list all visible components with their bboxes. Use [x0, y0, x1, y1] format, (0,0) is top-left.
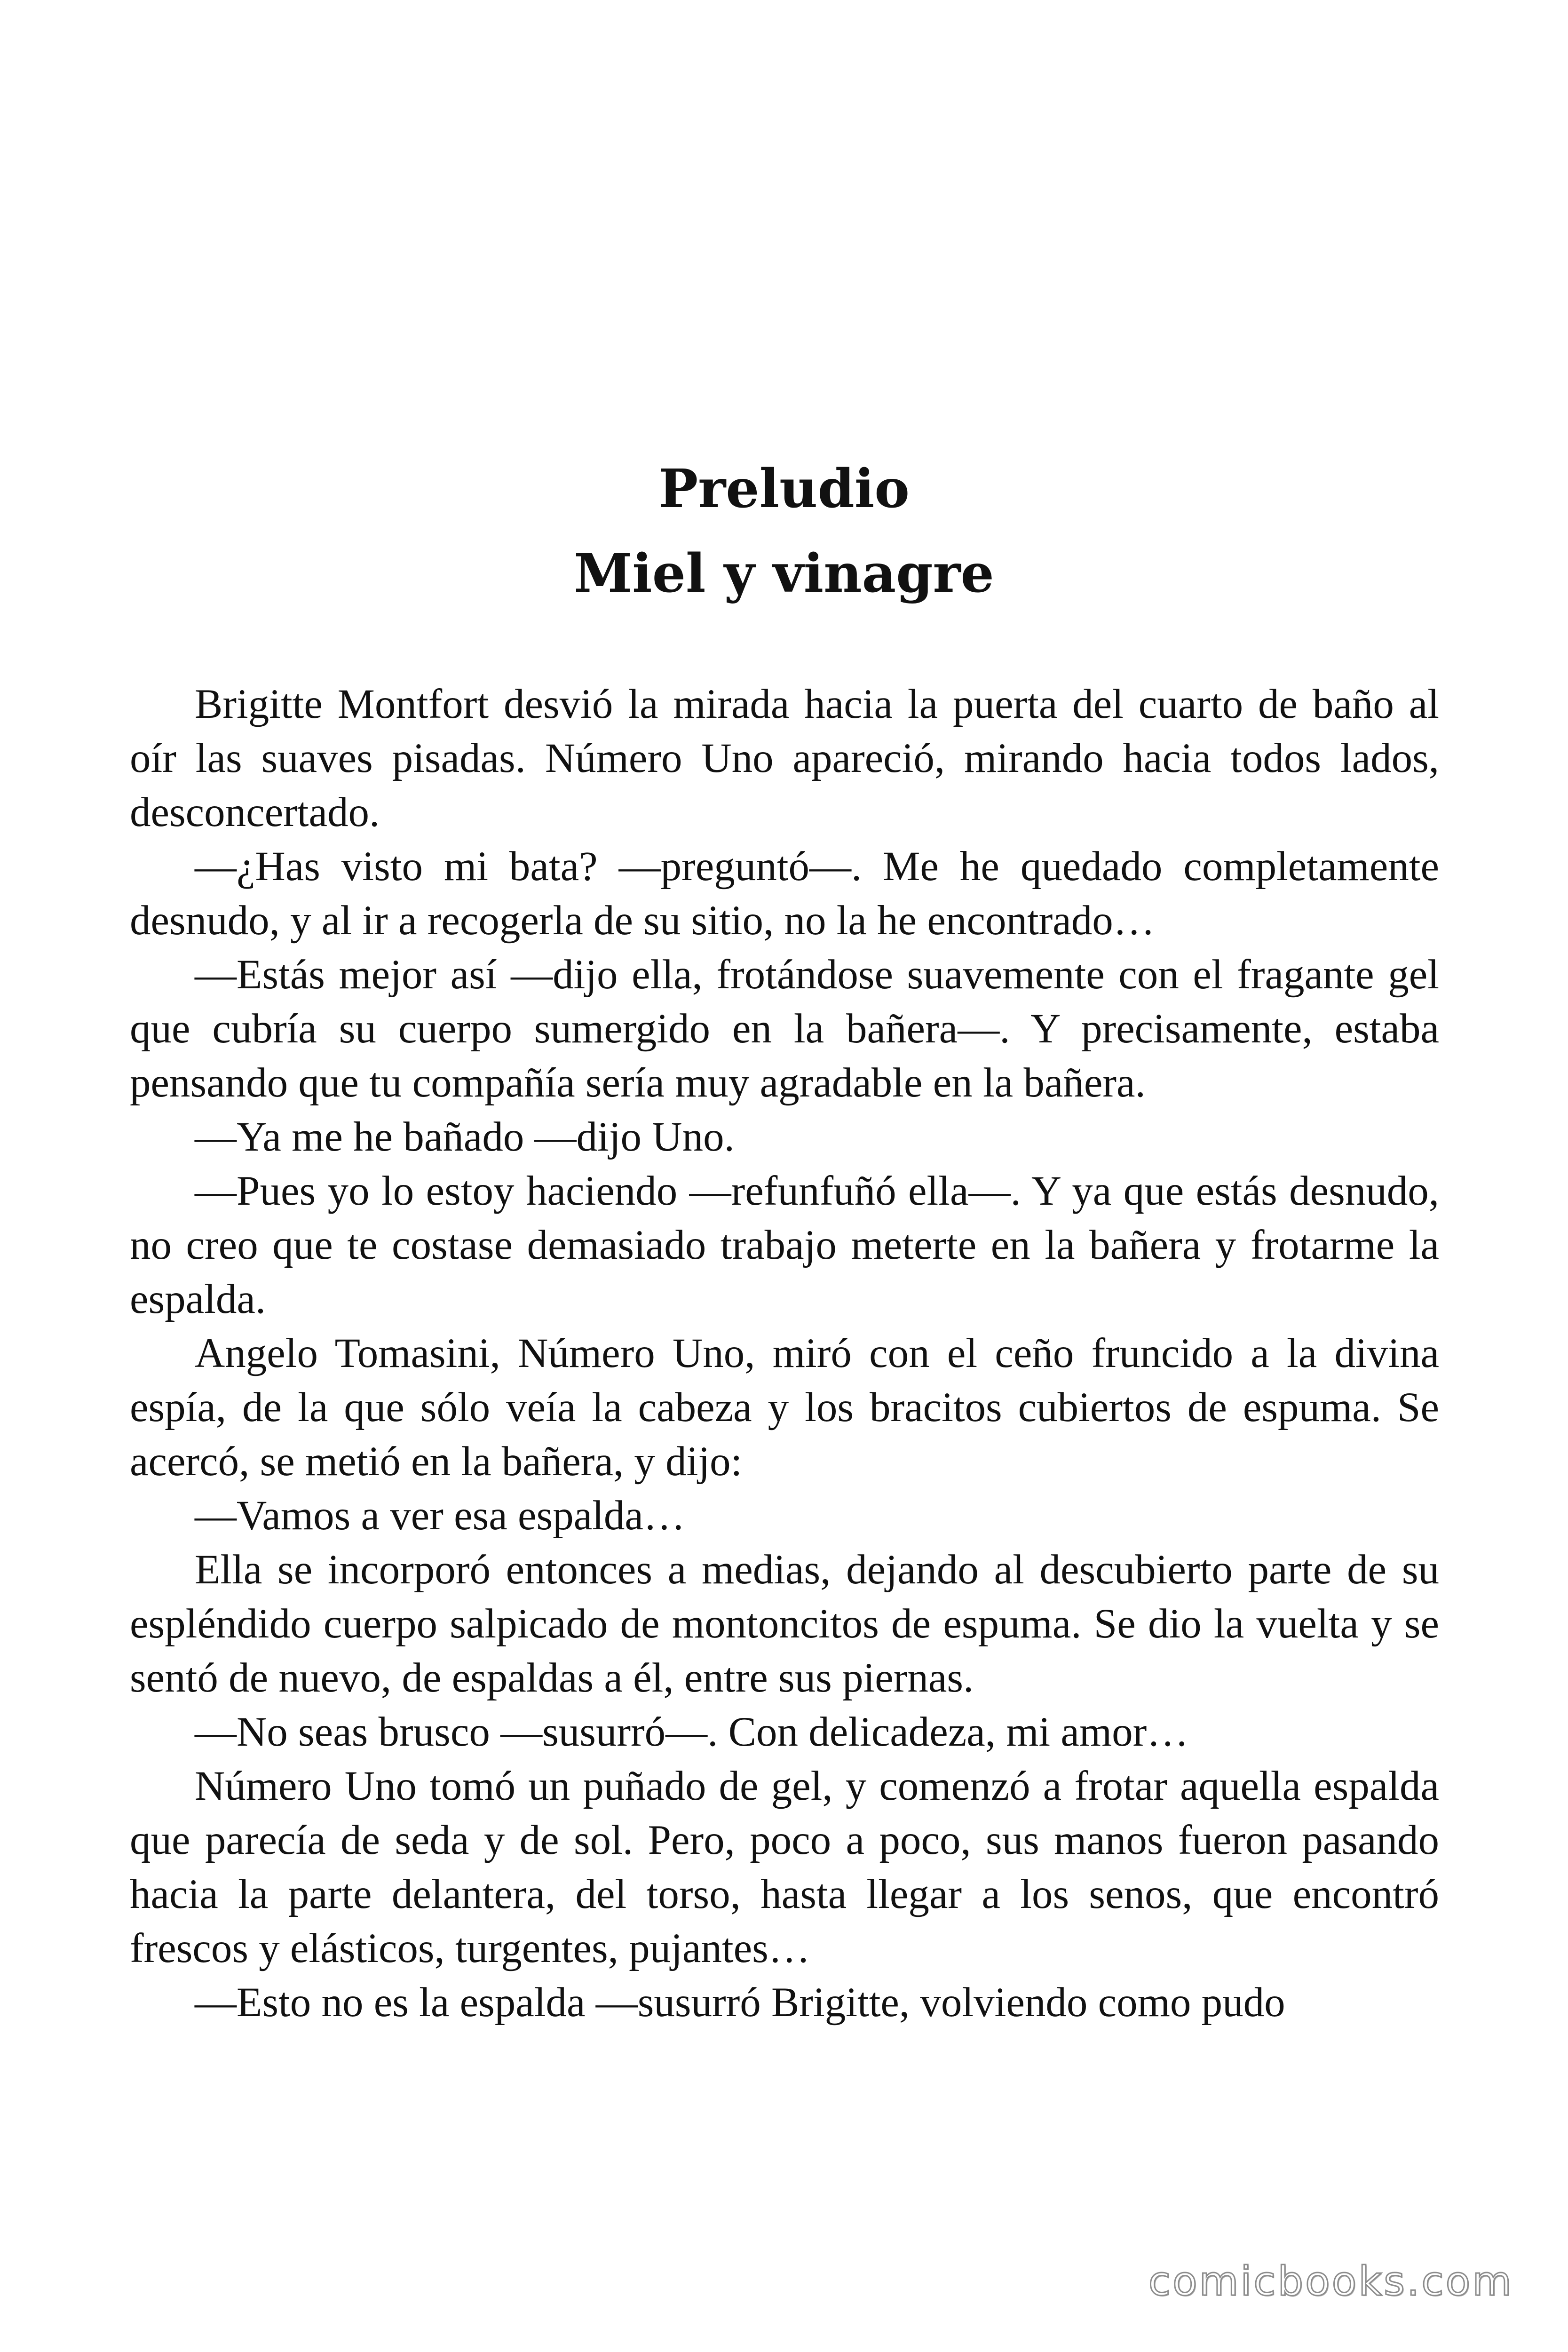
paragraph: Angelo Tomasini, Número Uno, miró con el ceño fruncido a la divina espía, de la que sólo veía la cabeza y los bracitos cubiertos de espuma. Se acercó, se metió en la bañera, y dijo:: [130, 1330, 1439, 1485]
paragraph: —¿Has visto mi bata? —preguntó—. Me he quedado completamente desnudo, y al ir a recogerla de su sitio, no la he encontrado…: [130, 843, 1439, 944]
paragraph: —No seas brusco —susurró—. Con delicadeza, mi amor…: [195, 1709, 1189, 1755]
chapter-subtitle: Miel y vinagre: [574, 543, 994, 604]
paragraph: —Estás mejor así —dijo ella, frotándose suavemente con el fragante gel que cubría su cuerpo sumergido en la bañera—. Y precisamente, estaba pensando que tu compañía sería muy agradable en la bañera.: [130, 952, 1439, 1106]
paragraph: Brigitte Montfort desvió la mirada hacia la puerta del cuarto de baño al oír las suaves pisadas. Número Uno apareció, mirando hacia todos lados, desconcertado.: [130, 681, 1439, 835]
watermark: comicbooks.com: [1148, 2258, 1513, 2305]
paragraph: Número Uno tomó un puñado de gel, y comenzó a frotar aquella espalda que parecía de seda y de sol. Pero, poco a poco, sus manos fueron pasando hacia la parte delantera, del torso, hasta llegar a los senos, que encontró frescos y elásticos, turgentes, pujantes…: [130, 1763, 1439, 1971]
chapter-title: Preludio: [658, 458, 910, 520]
paragraph: —Vamos a ver esa espalda…: [195, 1493, 685, 1539]
body-text: [130, 677, 1439, 2030]
paragraph: —Esto no es la espalda —susurró Brigitte, volviendo como pudo: [195, 1979, 1285, 2026]
paragraph: —Ya me he bañado —dijo Uno.: [195, 1114, 735, 1160]
paragraph: Ella se incorporó entonces a medias, dejando al descubierto parte de su espléndido cuerpo salpicado de montoncitos de espuma. Se dio la vuelta y se sentó de nuevo, de espaldas a él, entre sus piernas.: [130, 1547, 1439, 1701]
paragraph: —Pues yo lo estoy haciendo —refunfuñó ella—. Y ya que estás desnudo, no creo que te costase demasiado trabajo meterte en la bañera y frotarme la espalda.: [130, 1168, 1439, 1322]
